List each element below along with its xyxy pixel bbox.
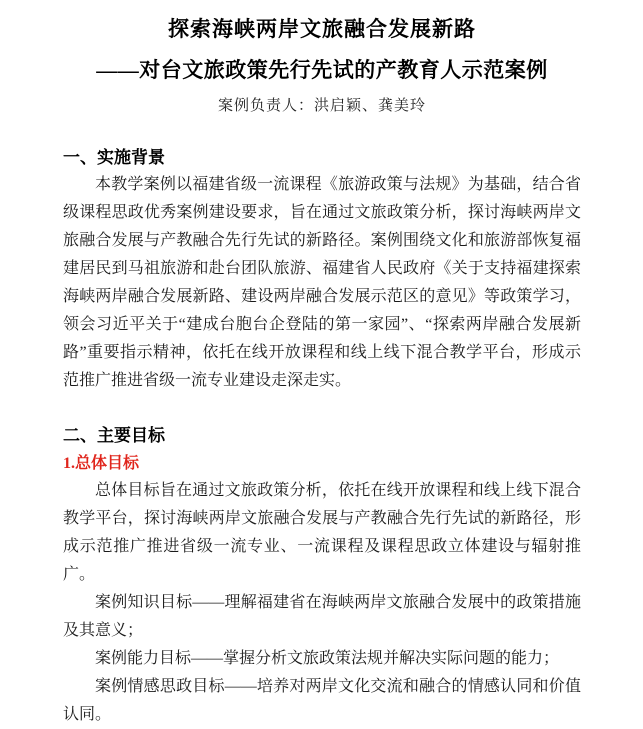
paragraph-ability-goal: 案例能力目标——掌握分析文旅政策法规并解决实际问题的能力； [95, 650, 560, 667]
author-line: 案例负责人：洪启颖、龚美玲 [217, 98, 426, 114]
document-subtitle: ——对台文旅政策先行先试的产教育人示范案例 [96, 58, 548, 82]
paragraph-emotion-goal: 案例情感思政目标——培养对两岸文化交流和融合的情感认同和价值认同。 [63, 678, 581, 723]
document-title: 探索海峡两岸文旅融合发展新路 [168, 17, 476, 41]
section-body-main-goals [63, 477, 581, 729]
section-body-implementation-background [63, 171, 581, 395]
paragraph-background: 本教学案例以福建省级一流课程《旅游政策与法规》为基础，结合省级课程思政优秀案例建设要求，旨在通过文旅政策分析，探讨海峡两岸文旅融合发展与产教融合先行先试的新路径。案例围绕文化和旅游部恢复福建居民到马祖旅游和赴台团队旅游、福建省人民政府《关于支持福建探索海峡两岸融合发展新路、建设两岸融合发展示范区的意见》等政策学习，领会习近平关于“建成台胞台企登陆的第一家园”、“探索两岸融合发展新路”重要指示精神，依托在线开放课程和线上线下混合教学平台，形成示范推广推进省级一流专业建设走深走实。 [63, 176, 581, 389]
section-heading-main-goals: 二、主要目标 [63, 426, 165, 445]
subheading-overall-goal: 1.总体目标 [63, 455, 140, 472]
section-heading-implementation-background: 一、实施背景 [63, 148, 165, 167]
paragraph-overall-goal: 总体目标旨在通过文旅政策分析，依托在线开放课程和线上线下混合教学平台，探讨海峡两岸文旅融合发展与产教融合先行先试的新路径，形成示范推广推进省级一流专业、一流课程及课程思政立体建设与辐射推广。 [63, 482, 581, 583]
paragraph-knowledge-goal: 案例知识目标——理解福建省在海峡两岸文旅融合发展中的政策措施及其意义； [63, 594, 581, 639]
